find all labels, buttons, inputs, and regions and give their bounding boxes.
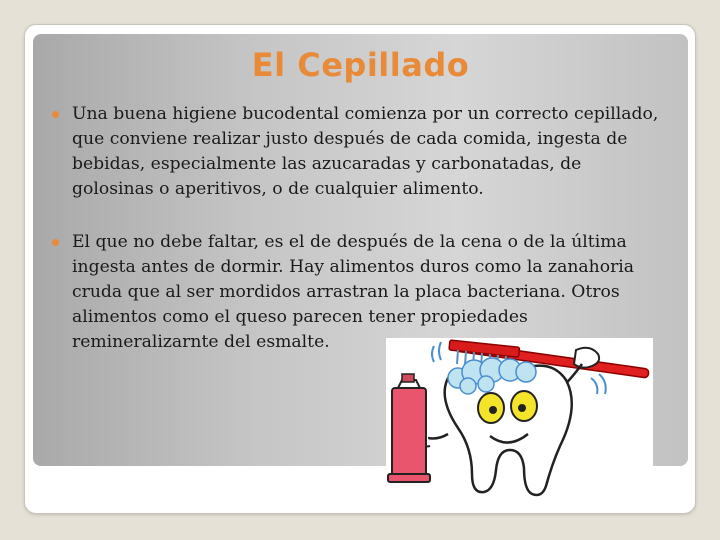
bullet-list <box>48 102 668 355</box>
bullet-text: Una buena higiene bucodental comienza por un correcto cepillado, que conviene realizar justo después de cada comida, ingesta de bebidas, especialmente las azucaradas y carbonatadas, de golosinas o aperitivos, o de cualquier alimento. <box>72 104 659 199</box>
bullet-item <box>48 230 668 355</box>
bullet-dot-icon <box>52 239 59 246</box>
bullet-item <box>48 102 668 202</box>
bullet-dot-icon <box>52 111 59 118</box>
slide-title: El Cepillado <box>251 46 470 84</box>
cartoon-tooth-brushing-icon <box>386 338 653 506</box>
bullet-text: El que no debe faltar, es el de después de la cena o de la última ingesta antes de dormir. Hay alimentos duros como la zanahoria cruda que al ser mordidos arrastran la placa bacteriana. Otros alimentos como el queso parecen tener propiedades remineralizarnte del esmalte. <box>72 232 635 352</box>
